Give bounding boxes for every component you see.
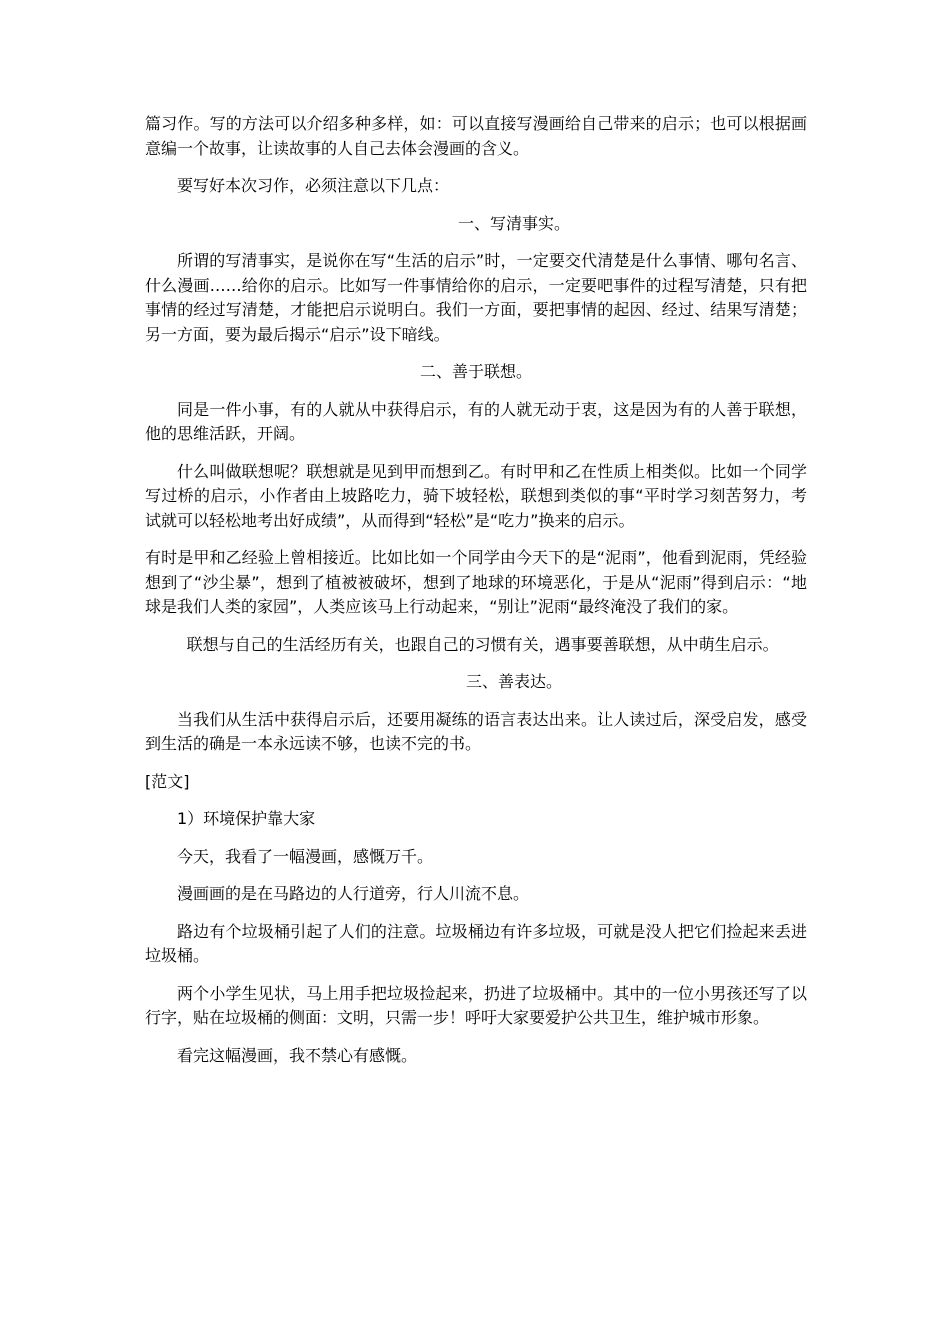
- sample-essay-paragraph-1: 今天，我看了一幅漫画，感慨万千。: [177, 846, 434, 866]
- sample-essay-title: 1）环境保护靠大家: [177, 809, 316, 828]
- sample-essay-label: [范文]: [145, 771, 190, 791]
- paragraph-association-1: 同是一件小事，有的人就从中获得启示，有的人就无动于衷，这是因为有的人善于联想，他的思维活跃，开阔。: [145, 399, 807, 443]
- sample-essay-paragraph-5: 看完这幅漫画，我不禁心有感慨。: [177, 1045, 418, 1065]
- paragraph-association-2: 什么叫做联想呢？联想就是见到甲而想到乙。有时甲和乙在性质上相类似。比如一个同学写过桥的启示，小作者由上坡路吃力，骑下坡轻松，联想到类似的事“平时学习刻苦努力，考试就可以轻松地考出好成绩”，从而得到“轻松”是“吃力”换来的启示。: [145, 461, 807, 530]
- section-heading-2: 二、善于联想。: [419, 362, 532, 381]
- sample-essay-paragraph-3: 路边有个垃圾桶引起了人们的注意。垃圾桶边有许多垃圾，可就是没人把它们捡起来丢进垃圾桶。: [145, 921, 807, 965]
- section-heading-1: 一、写清事实。: [457, 213, 570, 233]
- section-heading-3: 三、善表达。: [465, 672, 562, 691]
- paragraph-expression: 当我们从生活中获得启示后，还要用凝练的语言表达出来。让人读过后，深受启发，感受到生活的确是一本永远读不够，也读不完的书。: [145, 709, 807, 753]
- paragraph-association-4: 联想与自己的生活经历有关，也跟自己的习惯有关，遇事要善联想，从中萌生启示。: [186, 634, 779, 654]
- sample-essay-paragraph-4: 两个小学生见状，马上用手把垃圾捡起来，扔进了垃圾桶中。其中的一位小男孩还写了以行字，贴在垃圾桶的侧面：文明，只需一步！呼吁大家要爱护公共卫生，维护城市形象。: [145, 983, 807, 1027]
- sample-essay-paragraph-2: 漫画画的是在马路边的人行道旁，行人川流不息。: [177, 884, 530, 903]
- paragraph-intro: 篇习作。写的方法可以介绍多种多样，如：可以直接写漫画给自己带来的启示；也可以根据画意编一个故事，让读故事的人自己去体会漫画的含义。: [145, 114, 807, 158]
- paragraph-association-3: 有时是甲和乙经验上曾相接近。比如比如一个同学由今天下的是“泥雨”，他看到泥雨，凭经验想到了“沙尘暴”，想到了植被被破坏，想到了地球的环境恶化，于是从“泥雨”得到启示：“地球是我们人类的家园”，人类应该马上行动起来，“别让”泥雨“最终淹没了我们的家。: [145, 548, 807, 616]
- paragraph-notes-lead: 要写好本次习作，必须注意以下几点：: [177, 176, 450, 195]
- document-page: [145, 112, 807, 1081]
- paragraph-facts: 所谓的写清事实，是说你在写“生活的启示”时，一定要交代清楚是什么事情、哪句名言、什么漫画……给你的启示。比如写一件事情给你的启示，一定要吧事件的过程写清楚，只有把事情的经过写清楚，才能把启示说明白。我们一方面，要把事情的起因、经过、结果写清楚；另一方面，要为最后揭示“启示”设下暗线。: [145, 251, 807, 344]
